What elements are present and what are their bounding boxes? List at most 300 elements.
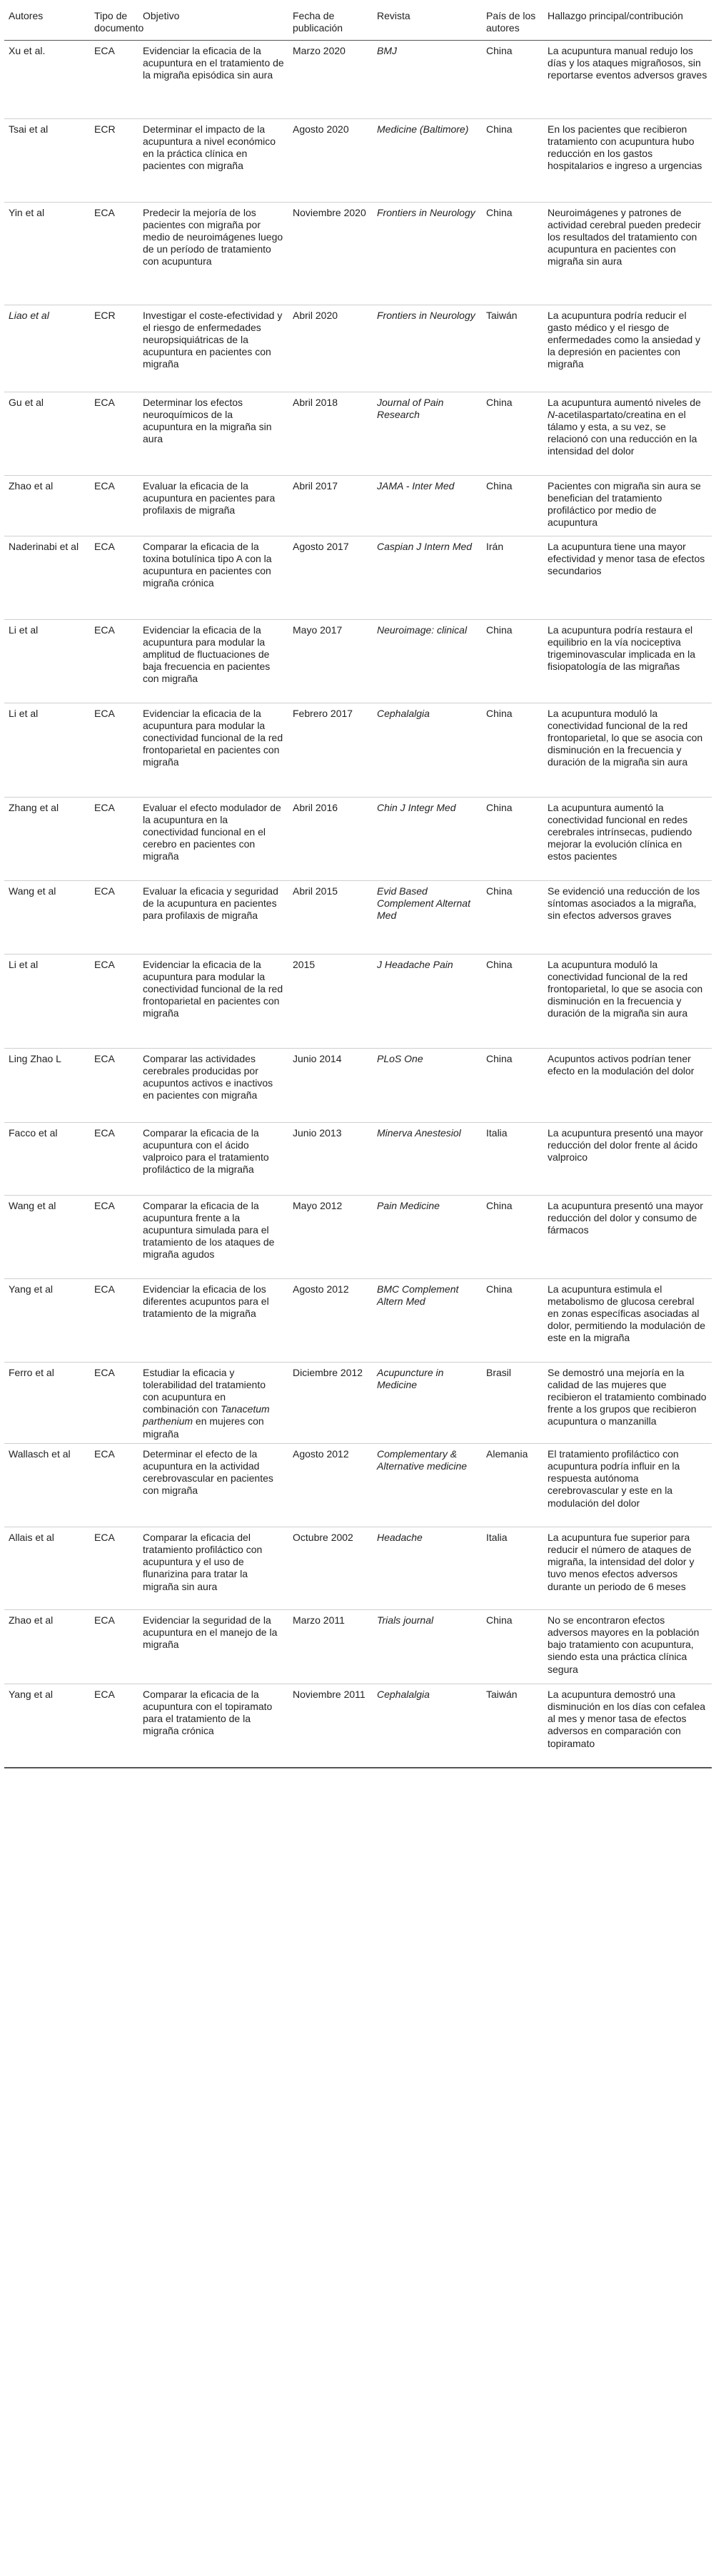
cell-revista-text: Evid Based Complement Alternat Med: [377, 885, 470, 921]
cell-pais-text: China: [486, 396, 513, 408]
cell-fecha-text: Diciembre 2012: [293, 1366, 363, 1378]
cell-fecha-text: Abril 2018: [293, 396, 338, 408]
cell-tipo-text: ECA: [94, 396, 115, 408]
cell-autores-text: Wang et al: [9, 1199, 56, 1211]
cell-tipo: [90, 1527, 138, 1609]
cell-revista: [373, 880, 482, 954]
cell-revista: [373, 1278, 482, 1362]
cell-hallazgo-text: En los pacientes que recibieron tratamiento con acupuntura hubo reducción en los gastos hospitalarios e ingreso a urgencias: [548, 123, 702, 172]
cell-pais: [482, 1527, 543, 1609]
cell-pais: [482, 619, 543, 703]
table-row: [4, 797, 712, 880]
cell-tipo-text: ECA: [94, 707, 115, 719]
cell-autores-text: Zhao et al: [9, 1614, 54, 1626]
cell-autores: [4, 202, 90, 305]
cell-objetivo-text: Determinar el efecto de la acupuntura en la actividad cerebrovascular en pacientes con migraña: [143, 1447, 273, 1497]
cell-autores-text: Wallasch et al: [9, 1447, 71, 1460]
cell-tipo-text: ECA: [94, 540, 115, 552]
cell-hallazgo: [543, 1362, 712, 1443]
cell-revista: [373, 1684, 482, 1768]
cell-pais: [482, 536, 543, 619]
cell-autores: [4, 392, 90, 475]
cell-autores: [4, 880, 90, 954]
cell-objetivo: [138, 1278, 288, 1362]
cell-objetivo: [138, 305, 288, 392]
cell-objetivo-text: Comparar la eficacia de la acupuntura con el topiramato para el tratamiento de la migraña crónica: [143, 1688, 273, 1737]
cell-objetivo-text: Determinar los efectos neuroquímicos de la acupuntura en la migraña sin aura: [143, 396, 272, 445]
cell-hallazgo: [543, 40, 712, 118]
cell-pais: [482, 202, 543, 305]
cell-pais-text: China: [486, 206, 513, 218]
cell-tipo-text: ECR: [94, 123, 116, 135]
cell-fecha-text: Abril 2015: [293, 885, 338, 897]
cell-fecha-text: Agosto 2012: [293, 1447, 349, 1460]
table-row: [4, 305, 712, 392]
cell-objetivo-text: Evidenciar la eficacia de los diferentes acupuntos para el tratamiento de la migraña: [143, 1283, 269, 1319]
cell-pais-text: China: [486, 44, 513, 56]
cell-hallazgo-text: La acupuntura presentó una mayor reducción del dolor y consumo de fármacos: [548, 1199, 703, 1236]
cell-revista-text: Headache: [377, 1531, 423, 1543]
cell-hallazgo-text: La acupuntura moduló la conectividad funcional de la red frontoparietal, lo que se asocia con disminución en la frecuencia y duración de la migraña sin aura: [548, 958, 703, 1019]
cell-tipo: [90, 703, 138, 797]
cell-autores-text: Allais et al: [9, 1531, 54, 1543]
cell-tipo-text: ECA: [94, 44, 115, 56]
cell-pais: [482, 475, 543, 536]
cell-tipo: [90, 536, 138, 619]
cell-fecha: [288, 40, 373, 118]
table-row: [4, 1609, 712, 1684]
cell-pais: [482, 1609, 543, 1684]
cell-autores-text: Wang et al: [9, 885, 56, 897]
table-row: [4, 1684, 712, 1768]
cell-objetivo-text: en mujeres con migraña: [143, 1415, 264, 1440]
cell-hallazgo-text: N: [548, 408, 555, 420]
cell-tipo-text: ECA: [94, 1126, 115, 1139]
cell-fecha: [288, 880, 373, 954]
cell-fecha: [288, 1684, 373, 1768]
cell-tipo: [90, 954, 138, 1048]
cell-tipo: [90, 1362, 138, 1443]
cell-tipo: [90, 40, 138, 118]
cell-fecha: [288, 1527, 373, 1609]
cell-hallazgo: [543, 703, 712, 797]
cell-tipo-text: ECA: [94, 1614, 115, 1626]
cell-hallazgo-text: La acupuntura presentó una mayor reducción del dolor frente al ácido valproico: [548, 1126, 703, 1163]
cell-revista-text: Minerva Anestesiol: [377, 1126, 461, 1139]
cell-fecha: [288, 1443, 373, 1527]
cell-objetivo: [138, 392, 288, 475]
cell-objetivo: [138, 1362, 288, 1443]
cell-revista: [373, 475, 482, 536]
cell-autores-text: Li et al: [9, 623, 39, 636]
cell-hallazgo-text: La acupuntura manual redujo los días y los ataques migrañosos, sin reportarse eventos adversos graves: [548, 44, 707, 81]
cell-tipo-text: ECA: [94, 1199, 115, 1211]
cell-hallazgo: [543, 118, 712, 202]
cell-revista-text: Trials journal: [377, 1614, 434, 1626]
cell-tipo: [90, 1609, 138, 1684]
cell-tipo-text: ECA: [94, 801, 115, 813]
header-autores: Autores: [4, 0, 90, 40]
cell-tipo-text: ECA: [94, 958, 115, 970]
cell-autores: [4, 797, 90, 880]
cell-hallazgo-text: -acetilaspartato/creatina en el tálamo y esta, a su vez, se relacionó con una reducción en la intensidad del dolor: [548, 408, 697, 457]
cell-autores: [4, 703, 90, 797]
cell-objetivo-text: Comparar las actividades cerebrales producidas por acupuntos activos e inactivos en pacientes con migraña: [143, 1052, 273, 1101]
table-row: [4, 475, 712, 536]
cell-objetivo: [138, 536, 288, 619]
table-row: [4, 1195, 712, 1278]
cell-fecha: [288, 392, 373, 475]
cell-hallazgo: [543, 475, 712, 536]
cell-revista: [373, 392, 482, 475]
cell-tipo: [90, 1684, 138, 1768]
cell-objetivo-text: Evidenciar la eficacia de la acupuntura para modular la conectividad funcional de la red frontoparietal en pacientes con migraña: [143, 958, 283, 1019]
cell-objetivo: [138, 475, 288, 536]
table-row: [4, 619, 712, 703]
cell-pais-text: China: [486, 623, 513, 636]
cell-fecha-text: Abril 2016: [293, 801, 338, 813]
cell-fecha-text: Mayo 2017: [293, 623, 343, 636]
cell-pais-text: Italia: [486, 1531, 508, 1543]
cell-objetivo-text: Evaluar la eficacia de la acupuntura en pacientes para profilaxis de migraña: [143, 479, 276, 516]
cell-revista-text: Pain Medicine: [377, 1199, 440, 1211]
cell-objetivo: [138, 1443, 288, 1527]
cell-fecha: [288, 536, 373, 619]
table-row: [4, 1122, 712, 1195]
table-row: [4, 703, 712, 797]
cell-autores-text: Ling Zhao L: [9, 1052, 61, 1064]
cell-pais-text: China: [486, 885, 513, 897]
cell-hallazgo-text: Se evidenció una reducción de los síntomas asociados a la migraña, sin efectos adversos graves: [548, 885, 700, 921]
cell-revista-text: PLoS One: [377, 1052, 423, 1064]
cell-hallazgo: [543, 1684, 712, 1768]
table-row: [4, 954, 712, 1048]
cell-fecha-text: Marzo 2020: [293, 44, 346, 56]
cell-fecha-text: Abril 2020: [293, 309, 338, 321]
cell-fecha: [288, 1609, 373, 1684]
cell-fecha: [288, 954, 373, 1048]
cell-pais: [482, 1122, 543, 1195]
cell-hallazgo-text: El tratamiento profiláctico con acupuntura podría influir en la respuesta autónoma cerebrovascular y este en la modulación del dolor: [548, 1447, 680, 1509]
table-row: [4, 880, 712, 954]
header-revista: Revista: [373, 0, 482, 40]
cell-autores: [4, 536, 90, 619]
cell-tipo: [90, 305, 138, 392]
cell-autores-text: Facco et al: [9, 1126, 58, 1139]
cell-fecha-text: Agosto 2017: [293, 540, 349, 552]
cell-hallazgo-text: La acupuntura demostró una disminución en los días con cefalea al mes y menor tasa de efectos adversos en comparación con topiramato: [548, 1688, 706, 1749]
cell-pais: [482, 1048, 543, 1122]
cell-objetivo: [138, 202, 288, 305]
cell-autores: [4, 1609, 90, 1684]
cell-hallazgo-text: Neuroimágenes y patrones de actividad cerebral pueden predecir los resultados del tratamiento con acupuntura en pacientes con migraña sin aura: [548, 206, 701, 268]
cell-fecha-text: Noviembre 2011: [293, 1688, 365, 1700]
cell-fecha: [288, 1195, 373, 1278]
cell-hallazgo: [543, 1443, 712, 1527]
cell-objetivo: [138, 880, 288, 954]
cell-revista: [373, 40, 482, 118]
cell-tipo-text: ECA: [94, 623, 115, 636]
cell-objetivo: [138, 40, 288, 118]
cell-revista-text: Cephalalgia: [377, 707, 430, 719]
cell-revista: [373, 536, 482, 619]
cell-revista: [373, 703, 482, 797]
cell-fecha: [288, 619, 373, 703]
cell-revista-text: Cephalalgia: [377, 1688, 430, 1700]
cell-autores-text: Zhang et al: [9, 801, 59, 813]
table-row: [4, 1362, 712, 1443]
cell-tipo-text: ECR: [94, 309, 116, 321]
cell-tipo: [90, 1195, 138, 1278]
cell-autores: [4, 1684, 90, 1768]
cell-objetivo: [138, 1609, 288, 1684]
cell-hallazgo: [543, 202, 712, 305]
cell-pais-text: China: [486, 479, 513, 492]
cell-objetivo: [138, 797, 288, 880]
cell-pais-text: China: [486, 1614, 513, 1626]
cell-autores-text: Liao et al: [9, 309, 49, 321]
cell-objetivo: [138, 703, 288, 797]
cell-fecha: [288, 475, 373, 536]
cell-fecha-text: Mayo 2012: [293, 1199, 343, 1211]
cell-tipo: [90, 619, 138, 703]
cell-hallazgo: [543, 392, 712, 475]
cell-fecha-text: Abril 2017: [293, 479, 338, 492]
cell-revista-text: Caspian J Intern Med: [377, 540, 473, 552]
cell-pais-text: Italia: [486, 1126, 508, 1139]
cell-objetivo-text: Tanacetum parthenium: [143, 1403, 270, 1427]
cell-autores-text: Ferro et al: [9, 1366, 54, 1378]
cell-objetivo-text: Evidenciar la seguridad de la acupuntura en el manejo de la migraña: [143, 1614, 278, 1651]
table-header: [4, 0, 712, 40]
header-objetivo: Objetivo: [138, 0, 288, 40]
cell-fecha-text: Noviembre 2020: [293, 206, 366, 218]
cell-hallazgo: [543, 536, 712, 619]
cell-revista-text: Chin J Integr Med: [377, 801, 456, 813]
cell-autores-text: Li et al: [9, 707, 39, 719]
cell-fecha: [288, 703, 373, 797]
cell-autores-text: Yang et al: [9, 1688, 54, 1700]
cell-hallazgo-text: Se demostró una mejoría en la calidad de las mujeres que recibieron el tratamiento combinado frente a los grupos que recibieron acupuntura o manzanilla: [548, 1366, 707, 1427]
cell-revista-text: J Headache Pain: [377, 958, 453, 970]
table-row: [4, 1278, 712, 1362]
cell-hallazgo: [543, 797, 712, 880]
cell-pais-text: China: [486, 1199, 513, 1211]
cell-fecha: [288, 118, 373, 202]
cell-revista: [373, 1048, 482, 1122]
cell-tipo-text: ECA: [94, 1447, 115, 1460]
cell-objetivo-text: Comparar la eficacia de la acupuntura frente a la acupuntura simulada para el tratamiento de los ataques de migraña agudos: [143, 1199, 275, 1261]
cell-tipo-text: ECA: [94, 1531, 115, 1543]
cell-revista-text: Acupuncture in Medicine: [377, 1366, 444, 1390]
cell-autores-text: Li et al: [9, 958, 39, 970]
cell-fecha-text: Agosto 2020: [293, 123, 349, 135]
studies-table: [4, 0, 712, 1768]
cell-pais: [482, 797, 543, 880]
cell-tipo: [90, 797, 138, 880]
cell-fecha: [288, 202, 373, 305]
cell-autores: [4, 1278, 90, 1362]
cell-objetivo-text: Evidenciar la eficacia de la acupuntura en el tratamiento de la migraña episódica sin aura: [143, 44, 284, 81]
cell-autores: [4, 305, 90, 392]
table-row: [4, 118, 712, 202]
cell-pais-text: Alemania: [486, 1447, 528, 1460]
cell-objetivo: [138, 1684, 288, 1768]
header-pais: País de los autores: [482, 0, 543, 40]
cell-pais-text: Irán: [486, 540, 504, 552]
cell-pais-text: China: [486, 958, 513, 970]
cell-fecha: [288, 1048, 373, 1122]
cell-hallazgo: [543, 1048, 712, 1122]
cell-hallazgo: [543, 1278, 712, 1362]
cell-revista: [373, 202, 482, 305]
cell-revista: [373, 1527, 482, 1609]
cell-hallazgo: [543, 954, 712, 1048]
cell-objetivo: [138, 1048, 288, 1122]
cell-pais-text: Taiwán: [486, 1688, 518, 1700]
cell-autores: [4, 1443, 90, 1527]
cell-objetivo-text: Estudiar la eficacia y tolerabilidad del tratamiento con acupuntura en combinación con: [143, 1366, 266, 1415]
cell-autores: [4, 1195, 90, 1278]
table-row: [4, 202, 712, 305]
cell-revista-text: Journal of Pain Research: [377, 396, 444, 420]
table-row: [4, 1527, 712, 1609]
cell-objetivo: [138, 1527, 288, 1609]
cell-pais-text: China: [486, 123, 513, 135]
cell-objetivo-text: Evaluar el efecto modulador de la acupuntura en la conectividad funcional en el cerebro en pacientes con migraña: [143, 801, 281, 862]
cell-revista-text: BMC Complement Altern Med: [377, 1283, 459, 1307]
cell-tipo: [90, 1443, 138, 1527]
table-row: [4, 536, 712, 619]
cell-hallazgo-text: No se encontraron efectos adversos mayores en la población bajo tratamiento con acupuntura, siendo esta una práctica clínica segura: [548, 1614, 700, 1675]
cell-revista: [373, 619, 482, 703]
cell-objetivo-text: Evidenciar la eficacia de la acupuntura para modular la conectividad funcional de la red frontoparietal en pacientes con migraña: [143, 707, 283, 768]
cell-tipo: [90, 392, 138, 475]
cell-pais-text: China: [486, 707, 513, 719]
cell-objetivo-text: Predecir la mejoría de los pacientes con migraña por medio de neuroimágenes luego de un período de tratamiento con acupuntura: [143, 206, 283, 268]
cell-objetivo-text: Evidenciar la eficacia de la acupuntura para modular la amplitud de fluctuaciones de baja frecuencia en pacientes con migraña: [143, 623, 271, 685]
cell-autores: [4, 475, 90, 536]
cell-fecha-text: Junio 2014: [293, 1052, 342, 1064]
cell-pais: [482, 118, 543, 202]
cell-revista: [373, 797, 482, 880]
cell-revista-text: Neuroimage: clinical: [377, 623, 468, 636]
table-row: [4, 1048, 712, 1122]
cell-objetivo: [138, 118, 288, 202]
cell-revista: [373, 1609, 482, 1684]
cell-hallazgo-text: La acupuntura aumentó niveles de: [548, 396, 701, 408]
cell-pais: [482, 1443, 543, 1527]
cell-pais-text: Brasil: [486, 1366, 512, 1378]
cell-revista: [373, 305, 482, 392]
cell-tipo-text: ECA: [94, 885, 115, 897]
cell-autores: [4, 118, 90, 202]
table-row: [4, 392, 712, 475]
cell-objetivo: [138, 619, 288, 703]
cell-tipo-text: ECA: [94, 1366, 115, 1378]
cell-pais: [482, 1362, 543, 1443]
table-row: [4, 40, 712, 118]
cell-pais: [482, 1278, 543, 1362]
cell-fecha: [288, 305, 373, 392]
cell-pais-text: Taiwán: [486, 309, 518, 321]
cell-hallazgo: [543, 880, 712, 954]
cell-objetivo: [138, 1122, 288, 1195]
cell-autores: [4, 1362, 90, 1443]
cell-tipo: [90, 1048, 138, 1122]
cell-hallazgo: [543, 305, 712, 392]
cell-autores: [4, 619, 90, 703]
cell-pais: [482, 1684, 543, 1768]
cell-fecha-text: Febrero 2017: [293, 707, 353, 719]
cell-hallazgo: [543, 1195, 712, 1278]
cell-autores: [4, 40, 90, 118]
cell-revista-text: Medicine (Baltimore): [377, 123, 469, 135]
header-tipo: Tipo de documento: [90, 0, 138, 40]
cell-revista-text: Frontiers in Neurology: [377, 309, 475, 321]
cell-revista: [373, 1195, 482, 1278]
cell-objetivo-text: Comparar la eficacia de la acupuntura con el ácido valproico para el tratamiento profiláctico de la migraña: [143, 1126, 269, 1176]
cell-autores-text: Zhao et al: [9, 479, 54, 492]
cell-fecha: [288, 1278, 373, 1362]
cell-tipo-text: ECA: [94, 206, 115, 218]
cell-objetivo: [138, 954, 288, 1048]
cell-hallazgo: [543, 619, 712, 703]
cell-fecha: [288, 1362, 373, 1443]
cell-pais: [482, 954, 543, 1048]
cell-hallazgo-text: Pacientes con migraña sin aura se benefician del tratamiento profiláctico por medio de acupuntura: [548, 479, 701, 529]
cell-autores-text: Naderinabi et al: [9, 540, 79, 552]
cell-hallazgo-text: La acupuntura tiene una mayor efectividad y menor tasa de efectos secundarios: [548, 540, 705, 576]
cell-hallazgo-text: La acupuntura moduló la conectividad funcional de la red frontoparietal, lo que se asocia con disminución en la frecuencia y duración de la migraña sin aura: [548, 707, 703, 768]
cell-revista: [373, 954, 482, 1048]
cell-autores-text: Gu et al: [9, 396, 44, 408]
cell-pais: [482, 880, 543, 954]
cell-hallazgo-text: La acupuntura fue superior para reducir el número de ataques de migraña, la intensidad del dolor y tuvo menos efectos adversos durante un periodo de 6 meses: [548, 1531, 695, 1592]
cell-autores-text: Xu et al.: [9, 44, 46, 56]
cell-pais-text: China: [486, 1052, 513, 1064]
cell-autores-text: Yin et al: [9, 206, 45, 218]
cell-tipo-text: ECA: [94, 1052, 115, 1064]
cell-tipo: [90, 1122, 138, 1195]
cell-tipo: [90, 1278, 138, 1362]
cell-pais: [482, 40, 543, 118]
cell-fecha: [288, 797, 373, 880]
cell-pais-text: China: [486, 801, 513, 813]
cell-fecha-text: 2015: [293, 958, 316, 970]
cell-hallazgo: [543, 1609, 712, 1684]
cell-hallazgo-text: La acupuntura estimula el metabolismo de glucosa cerebral en zonas específicas asociadas al dolor, permitiendo la modulación de este en la migraña: [548, 1283, 706, 1344]
header-fecha: Fecha de publicación: [288, 0, 373, 40]
cell-objetivo-text: Comparar la eficacia del tratamiento profiláctico con acupuntura y el uso de flunarizina para tratar la migraña sin aura: [143, 1531, 263, 1592]
cell-revista-text: Complementary & Alternative medicine: [377, 1447, 468, 1472]
cell-autores: [4, 1527, 90, 1609]
cell-fecha: [288, 1122, 373, 1195]
cell-autores-text: Tsai et al: [9, 123, 49, 135]
cell-revista: [373, 1122, 482, 1195]
cell-revista-text: Frontiers in Neurology: [377, 206, 475, 218]
cell-revista-text: JAMA - Inter Med: [377, 479, 455, 492]
cell-objetivo: [138, 1195, 288, 1278]
cell-tipo: [90, 475, 138, 536]
cell-fecha-text: Octubre 2002: [293, 1531, 353, 1543]
cell-tipo: [90, 880, 138, 954]
cell-hallazgo: [543, 1527, 712, 1609]
cell-revista: [373, 118, 482, 202]
table-body: [4, 40, 712, 1768]
cell-autores: [4, 1122, 90, 1195]
cell-revista-text: BMJ: [377, 44, 397, 56]
